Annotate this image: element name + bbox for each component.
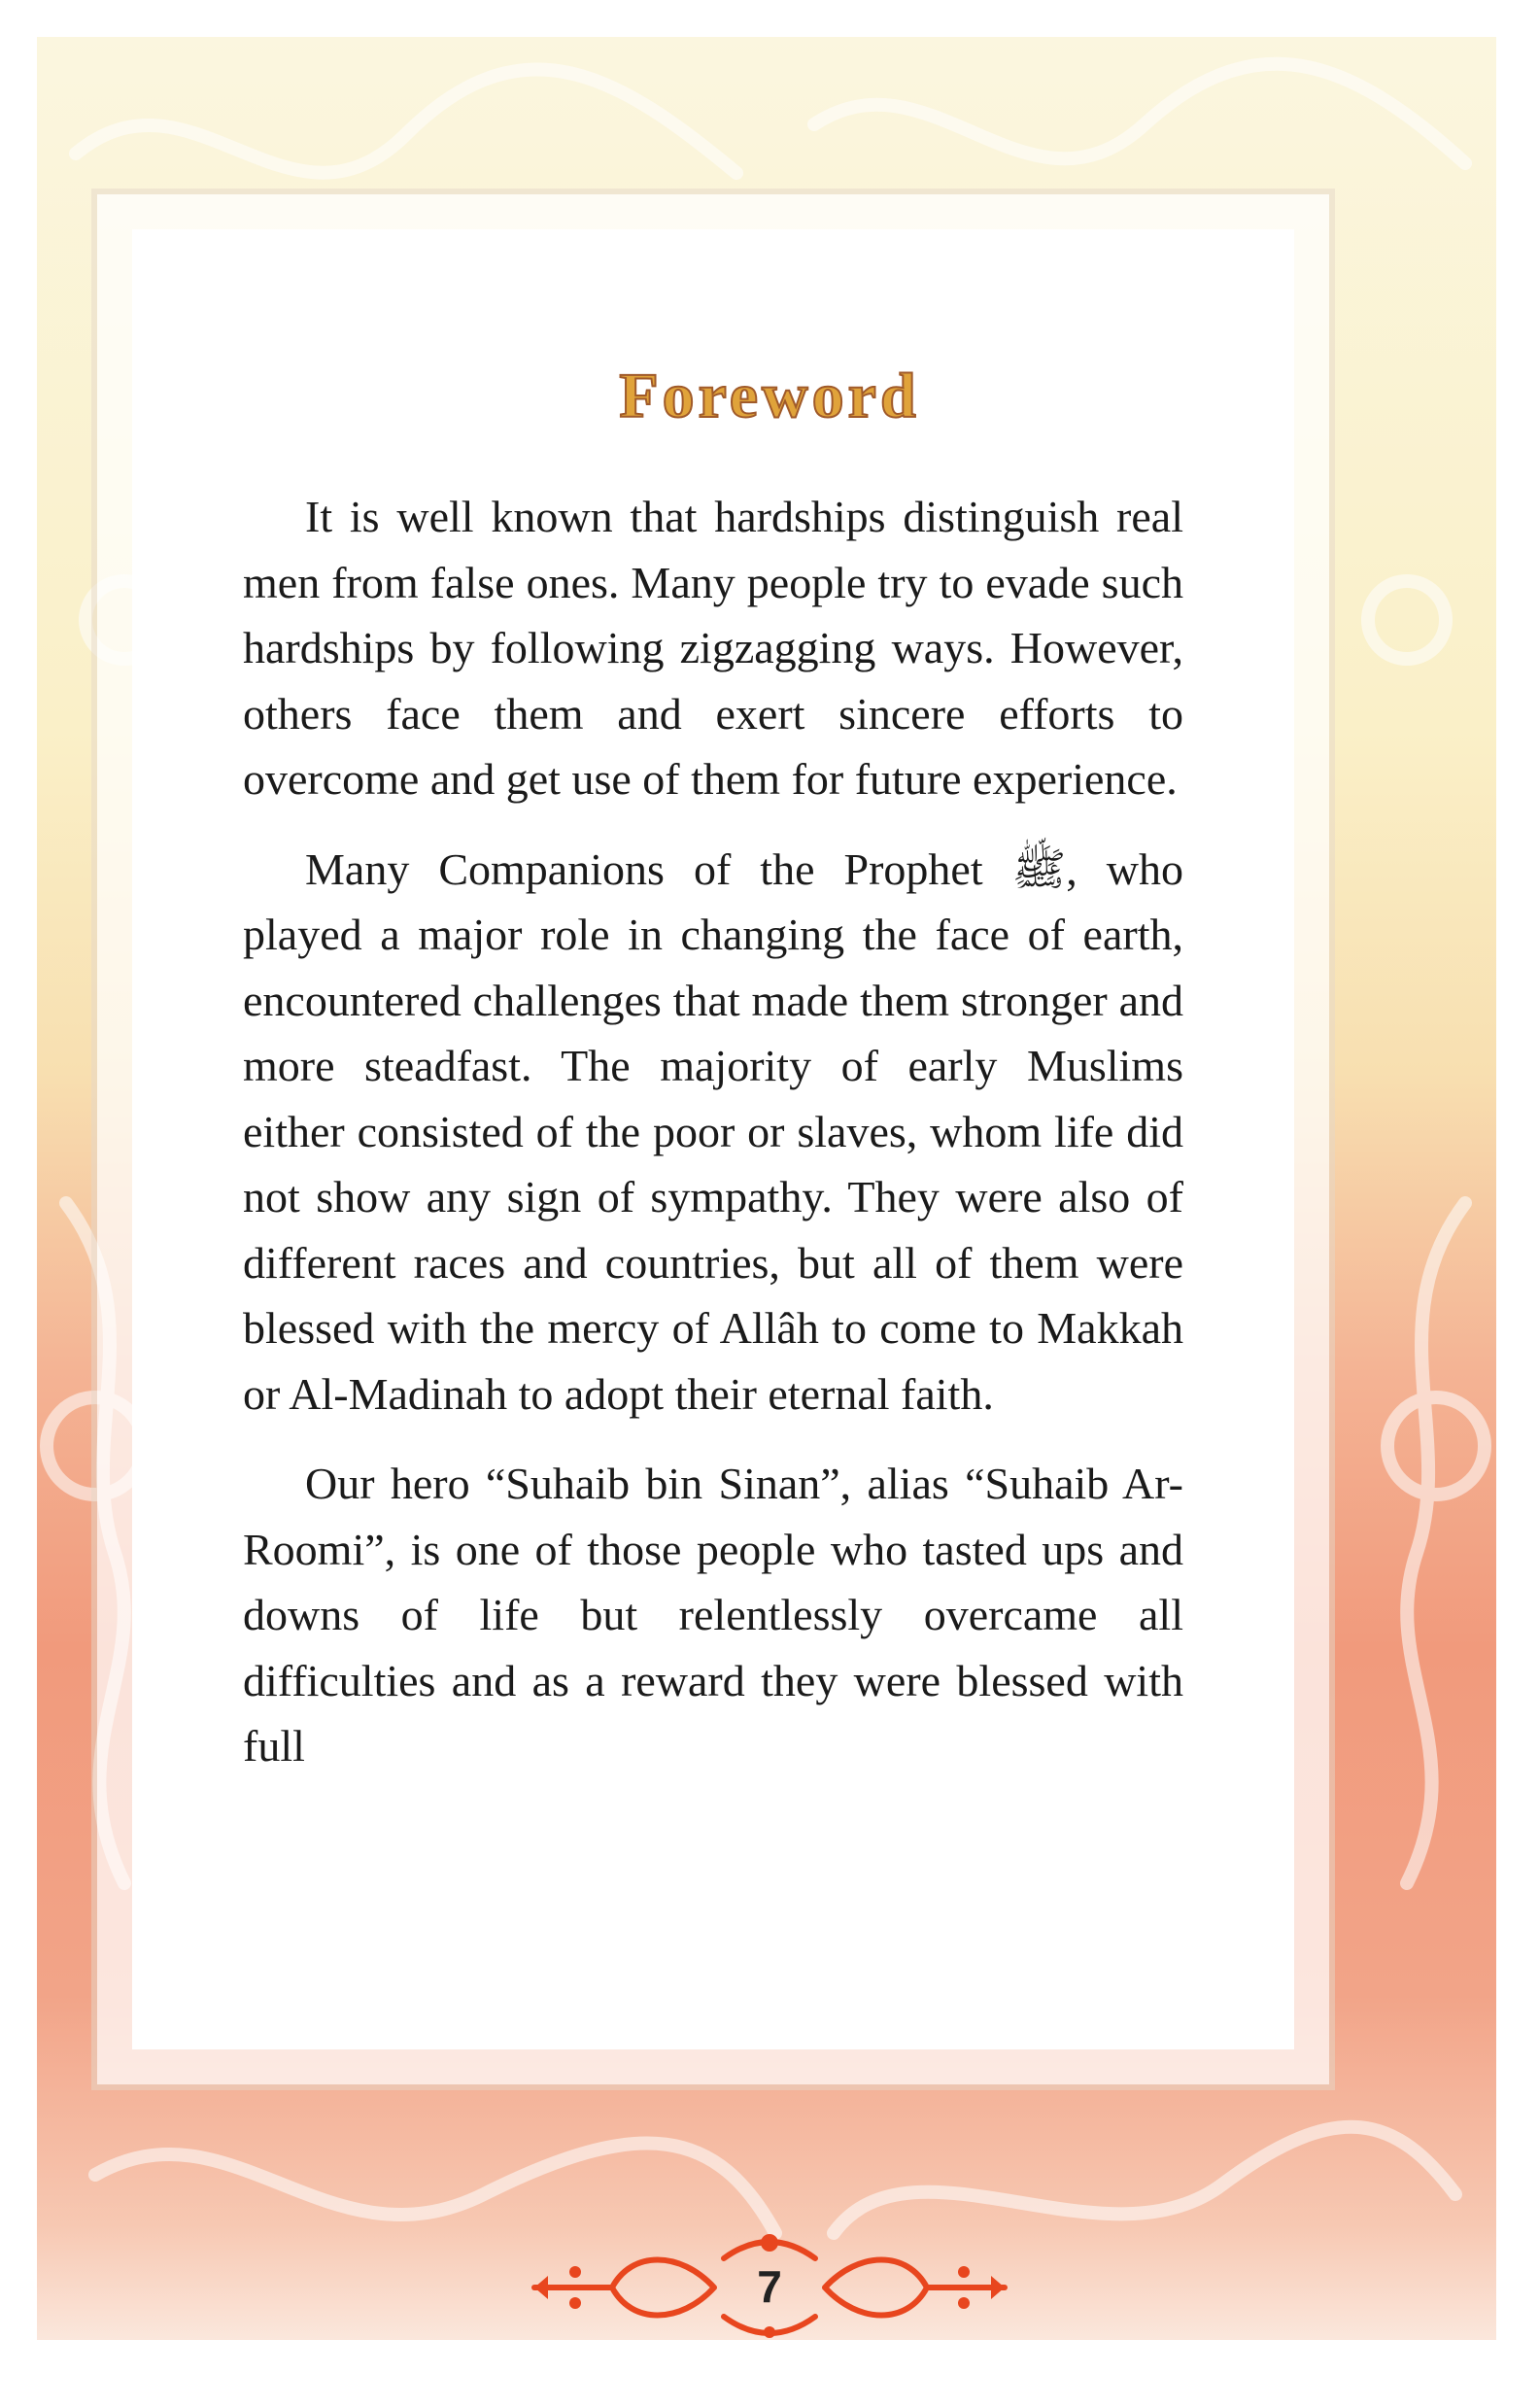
page-title: Foreword xyxy=(619,361,920,431)
paragraph: Our hero “Suhaib bin Sinan”, alias “Suhaib Ar-Roomi”, is one of those people who tasted ups and downs of life but relentlessly overcame all difficulties and as a reward they were blessed with full xyxy=(243,1459,1183,1771)
paragraph: Many Companions of the Prophet ﷺ, who played a major role in changing the face of earth, encountered challenges that made them stronger and more steadfast. The majority of early Muslims either consisted of the poor or slaves, whom life did not show any sign of sympathy. They were also of different races and countries, but all of them were blessed with the mercy of Allâh to come to Makkah or Al-Madinah to adopt their eternal faith. xyxy=(243,843,1183,1419)
paragraph: It is well known that hardships distinguish real men from false ones. Many people try to evade such hardships by following zigzagging ways. However, others face them and exert sincere efforts to overcome and get use of them for future experience. xyxy=(243,492,1183,804)
body-text xyxy=(243,484,1183,1804)
page-number-ornament xyxy=(515,2231,1024,2338)
page-number: 7 xyxy=(757,2261,782,2312)
